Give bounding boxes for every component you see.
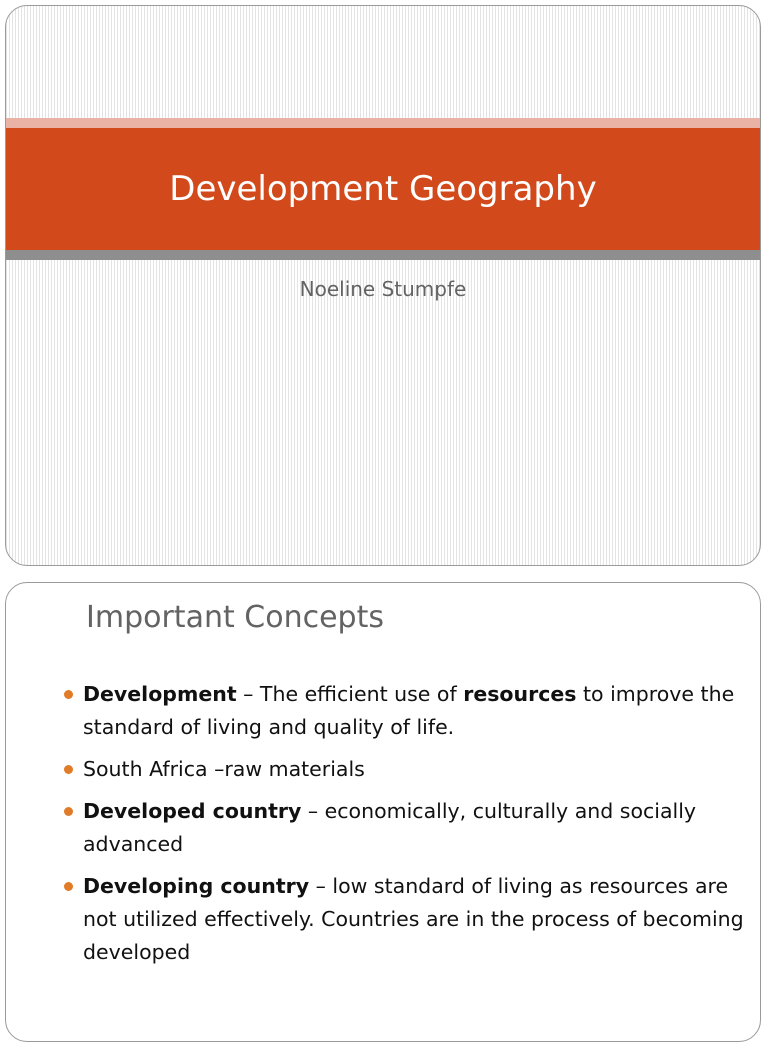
concepts-heading: Important Concepts — [86, 600, 384, 635]
definition-text: to improve the standard of living and quality of life. — [83, 682, 735, 739]
slide-title: Development Geography — [169, 169, 597, 209]
term-developing-country: Developing country — [83, 874, 310, 898]
accent-band-top — [6, 118, 760, 128]
item-text: South Africa –raw materials — [83, 757, 365, 781]
keyword-resources: resources — [463, 682, 577, 706]
bullet-icon — [64, 807, 73, 816]
list-item — [64, 753, 754, 786]
accent-band-bottom — [6, 250, 760, 260]
list-item — [64, 795, 754, 861]
concepts-slide — [5, 582, 761, 1042]
definition-text: – The efficient use of — [236, 682, 464, 706]
definition-text: – economically, culturally and socially advanced — [83, 799, 697, 856]
slide-subtitle-author: Noeline Stumpfe — [299, 277, 467, 301]
bullet-icon — [64, 765, 73, 774]
title-slide — [5, 5, 761, 566]
list-item — [64, 678, 754, 744]
term-developed-country: Developed country — [83, 799, 302, 823]
bullet-icon — [64, 882, 73, 891]
concept-list — [64, 678, 754, 978]
term-development: Development — [83, 682, 237, 706]
list-item — [64, 870, 754, 969]
definition-text: – low standard of living as resources are not utilized effectively. Countries are in the process of becoming developed — [83, 874, 744, 964]
bullet-icon — [64, 690, 73, 699]
